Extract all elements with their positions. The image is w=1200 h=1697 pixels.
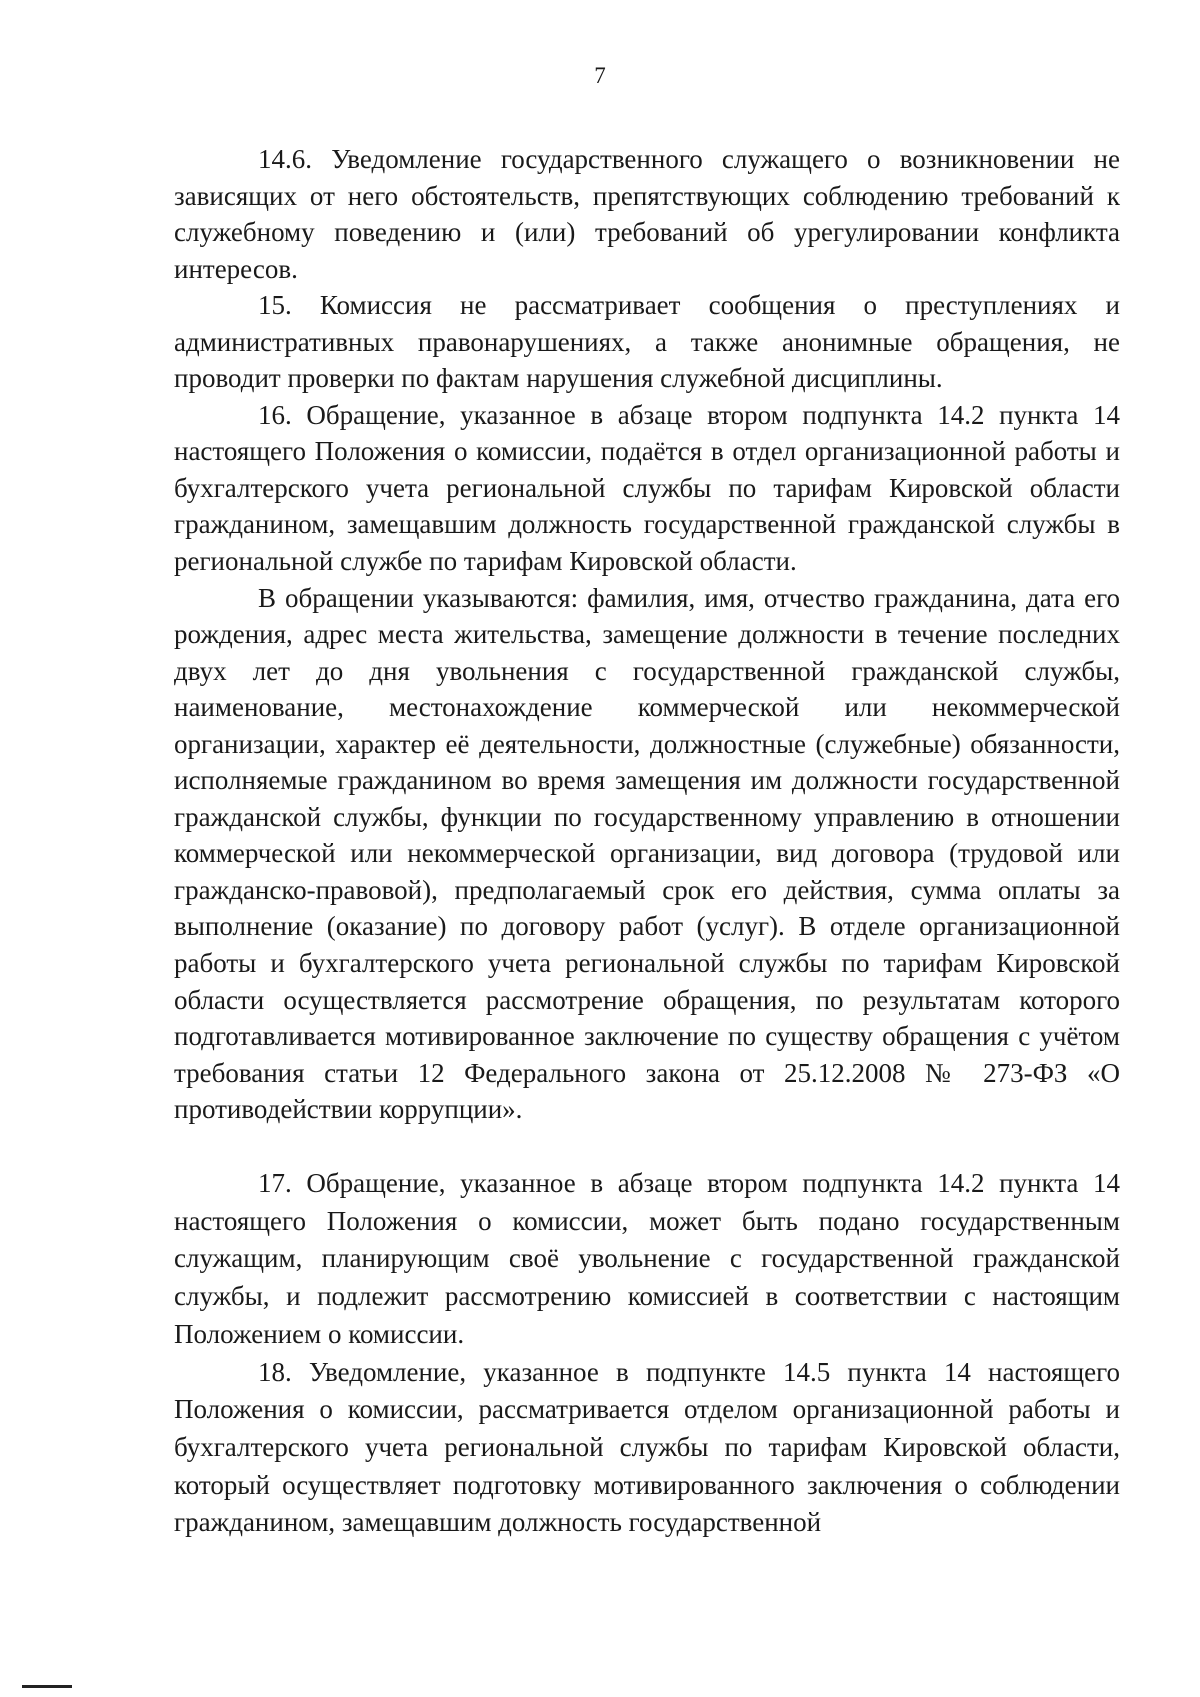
footer-mark: [22, 1685, 72, 1688]
paragraph-16-continuation: В обращении указываются: фамилия, имя, отчество гражданина, дата его рождения, адрес места жительства, замещение должности в течение последних двух лет до дня увольнения с государственной гражданской службы, наименование, местонахождение коммерческой или некоммерческой организации, характер её деятельности, должностные (служебные) обязанности, исполняемые гражданином во время замещения им должности государственной гражданской службы, функции по государственному управлению в отношении коммерческой или некоммерческой организации, вид договора (трудовой или гражданско-правовой), предполагаемый срок его действия, сумма оплаты за выполнение (оказание) по договору работ (услуг). В отделе организационной работы и бухгалтерского учета региональной службы по тарифам Кировской области осуществляется рассмотрение обращения, по результатам которого подготавливается мотивированное заключение по существу обращения с учётом требования статьи 12 Федерального закона от 25.12.2008 № 273-ФЗ «О противодействии коррупции».: [174, 582, 1120, 1125]
paragraph-18: 18. Уведомление, указанное в подпункте 14.5 пункта 14 настоящего Положения о комиссии, рассматривается отделом организационной работы и бухгалтерского учета региональной службы по тарифам Кировской области, который осуществляет подготовку мотивированного заключения о соблюдении гражданином, замещавшим должность государственной: [174, 1356, 1120, 1538]
paragraph-14-6: 14.6. Уведомление государственного служащего о возникновении не зависящих от него обстоятельств, препятствующих соблюдению требований к служебному поведению и (или) требований об урегулировании конфликта интересов.: [174, 144, 1120, 284]
page-number: 7: [594, 63, 606, 88]
paragraph-17: 17. Обращение, указанное в абзаце втором подпункта 14.2 пункта 14 настоящего Положения о комиссии, может быть подано государственным служащим, планирующим своё увольнение с государственной гражданской службы, и подлежит рассмотрению комиссией в соответствии с настоящим Положением о комиссии.: [174, 1168, 1120, 1349]
document-body-lower: [174, 1165, 1120, 1542]
paragraph-16: 16. Обращение, указанное в абзаце втором подпункта 14.2 пункта 14 настоящего Положения о комиссии, подаётся в отдел организационной работы и бухгалтерского учета региональной службы по тарифам Кировской области гражданином, замещавшим должность государственной гражданской службы в региональной службе по тарифам Кировской области.: [174, 399, 1120, 577]
document-body-upper: [174, 141, 1120, 1128]
paragraph-15: 15. Комиссия не рассматривает сообщения о преступлениях и административных правонарушениях, а также анонимные обращения, не проводит проверки по фактам нарушения служебной дисциплины.: [174, 290, 1120, 394]
